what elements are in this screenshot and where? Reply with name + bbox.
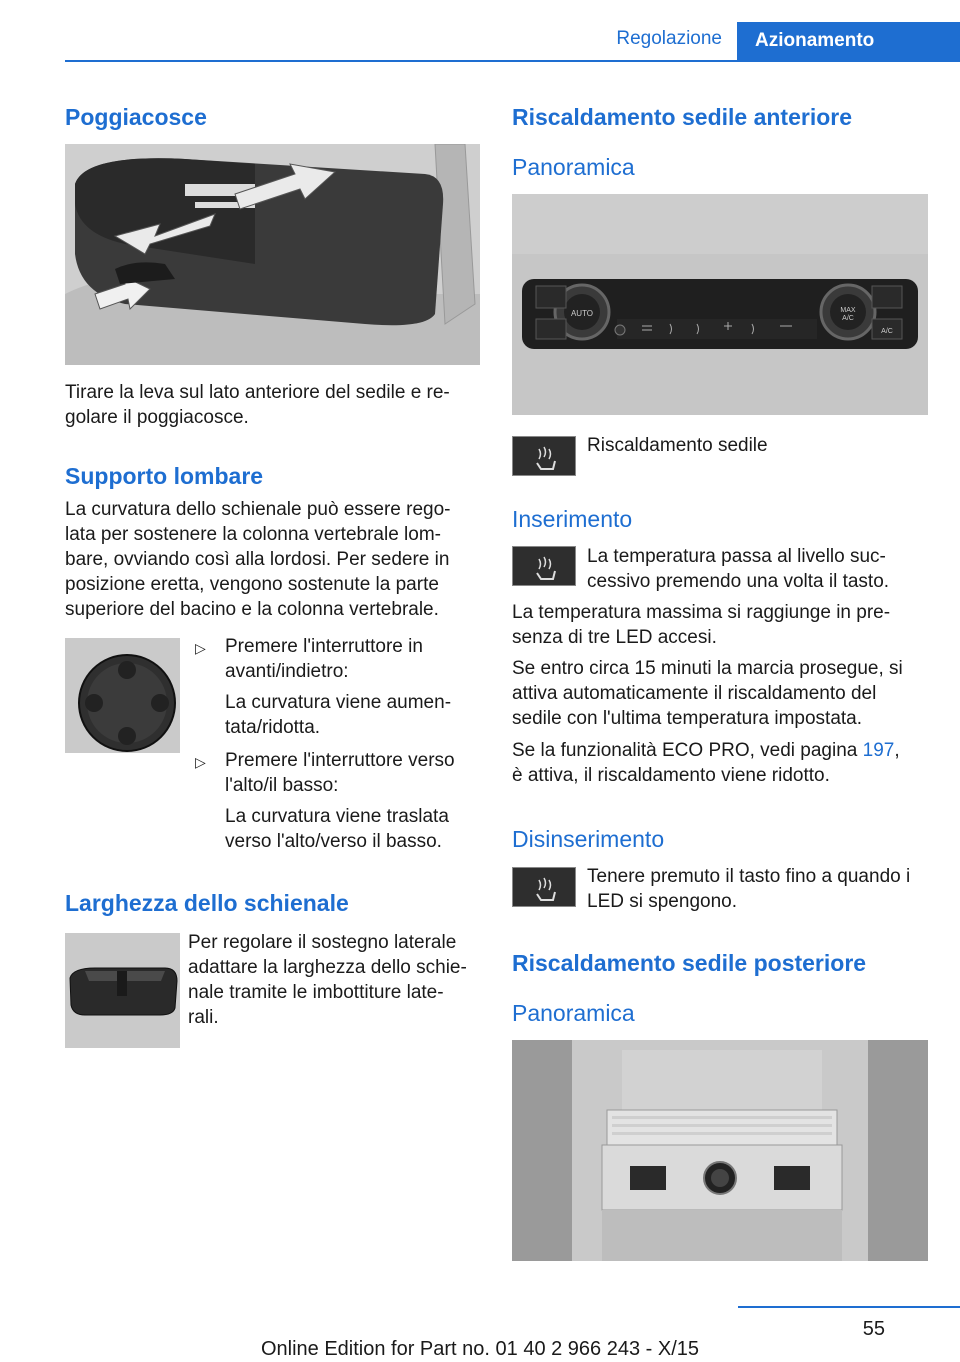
poggiacosce-title: Poggiacosce: [65, 104, 207, 130]
bullet-triangle-icon: ▷: [195, 754, 206, 770]
eco-line-2: è attiva, il riscaldamento viene ridotto.: [512, 765, 830, 786]
page-number: 55: [862, 1318, 885, 1340]
panoramica-1-title: Panoramica: [512, 154, 635, 180]
eco-line-1: [512, 738, 900, 763]
inserimento-line-2: cessivo premendo una volta il tasto.: [587, 571, 890, 592]
lombare-line-3: bare, ovviando così alla lordosi. Per sedere in: [65, 549, 450, 570]
seat-heating-icon: [512, 546, 576, 586]
dis-line-2: LED si spengono.: [587, 891, 737, 912]
larghezza-line-3: nale tramite le imbottiture late‐: [188, 982, 444, 1003]
post-title: Riscaldamento sedile posteriore: [512, 950, 867, 976]
lombare-line-2: lata per sostenere la colonna vertebrale lom‐: [65, 524, 441, 545]
temp-line-2: senza di tre LED accesi.: [512, 627, 717, 648]
rear-seat-heating-photo: [512, 1040, 928, 1261]
bullet-1-line-c: La curvatura viene aumen‐: [225, 692, 452, 713]
temp-line-1: La temperatura massima si raggiunge in pre‐: [512, 602, 891, 623]
bullet-1-line-a: Premere l'interruttore in: [225, 636, 423, 657]
ant-title: Riscaldamento sedile anteriore: [512, 104, 853, 130]
lombare-line-1: La curvatura dello schienale può essere rego‐: [65, 499, 451, 520]
inserimento-line-1: La temperatura passa al livello suc‐: [587, 546, 886, 567]
larghezza-line-1: Per regolare il sostegno laterale: [188, 932, 457, 953]
lumbar-switch-photo: [65, 638, 180, 753]
se-line-1: Se entro circa 15 minuti la marcia prosegue, si: [512, 658, 903, 679]
seat-heating-icon: [512, 436, 576, 476]
panel-auto-label: AUTO: [570, 309, 594, 318]
thigh-support-photo: [65, 144, 480, 365]
inserimento-title: Inserimento: [512, 506, 633, 532]
larghezza-line-2: adattare la larghezza dello schie‐: [188, 957, 467, 978]
bullet-triangle-icon: ▷: [195, 640, 206, 656]
bullet-2-line-a: Premere l'interruttore verso: [225, 750, 455, 771]
backrest-width-switch-photo: [65, 933, 180, 1048]
bullet-2-line-b: l'alto/il basso:: [225, 775, 339, 796]
se-line-2: attiva automaticamente il riscaldamento del: [512, 683, 877, 704]
panel-ac-label: A/C: [881, 328, 893, 335]
lombare-line-4: posizione eretta, vengono sostenute la parte: [65, 574, 439, 595]
seat-heating-icon: [512, 867, 576, 907]
bullet-1-line-b: avanti/indietro:: [225, 661, 349, 682]
larghezza-title: Larghezza dello schienale: [65, 890, 349, 916]
footer-edition: Online Edition for Part no. 01 40 2 966 243 - X/15: [260, 1338, 700, 1360]
eco-text: Se la funzionalità ECO PRO, vedi pagina: [512, 740, 863, 761]
panoramica-2-title: Panoramica: [512, 1000, 635, 1026]
disinserimento-title: Disinserimento: [512, 826, 665, 852]
header-section[interactable]: Regolazione: [616, 28, 722, 49]
eco-page-link[interactable]: 197: [862, 740, 895, 761]
footer-rule: [738, 1306, 960, 1308]
poggiacosce-text-2: golare il poggiacosce.: [65, 407, 249, 428]
eco-comma: ,: [894, 740, 900, 761]
header-tab-azionamento[interactable]: Azionamento: [737, 22, 960, 62]
lombare-title: Supporto lombare: [65, 463, 264, 489]
riscaldamento-label: Riscaldamento sedile: [587, 435, 768, 456]
larghezza-line-4: rali.: [188, 1007, 219, 1028]
poggiacosce-text-1: Tirare la leva sul lato anteriore del sedile e re‐: [65, 382, 450, 403]
panel-maxac-label: A/C: [842, 315, 854, 322]
lombare-line-5: superiore del bacino e la colonna vertebrale.: [65, 599, 439, 620]
panel-max-label: MAX: [840, 307, 856, 314]
dis-line-1: Tenere premuto il tasto fino a quando i: [587, 866, 911, 887]
front-climate-panel-photo: [512, 194, 928, 415]
bullet-2-line-c: La curvatura viene traslata: [225, 806, 449, 827]
bullet-1-line-d: tata/ridotta.: [225, 717, 321, 738]
se-line-3: sedile con l'ultima temperatura impostata.: [512, 708, 863, 729]
bullet-2-line-d: verso l'alto/verso il basso.: [225, 831, 442, 852]
